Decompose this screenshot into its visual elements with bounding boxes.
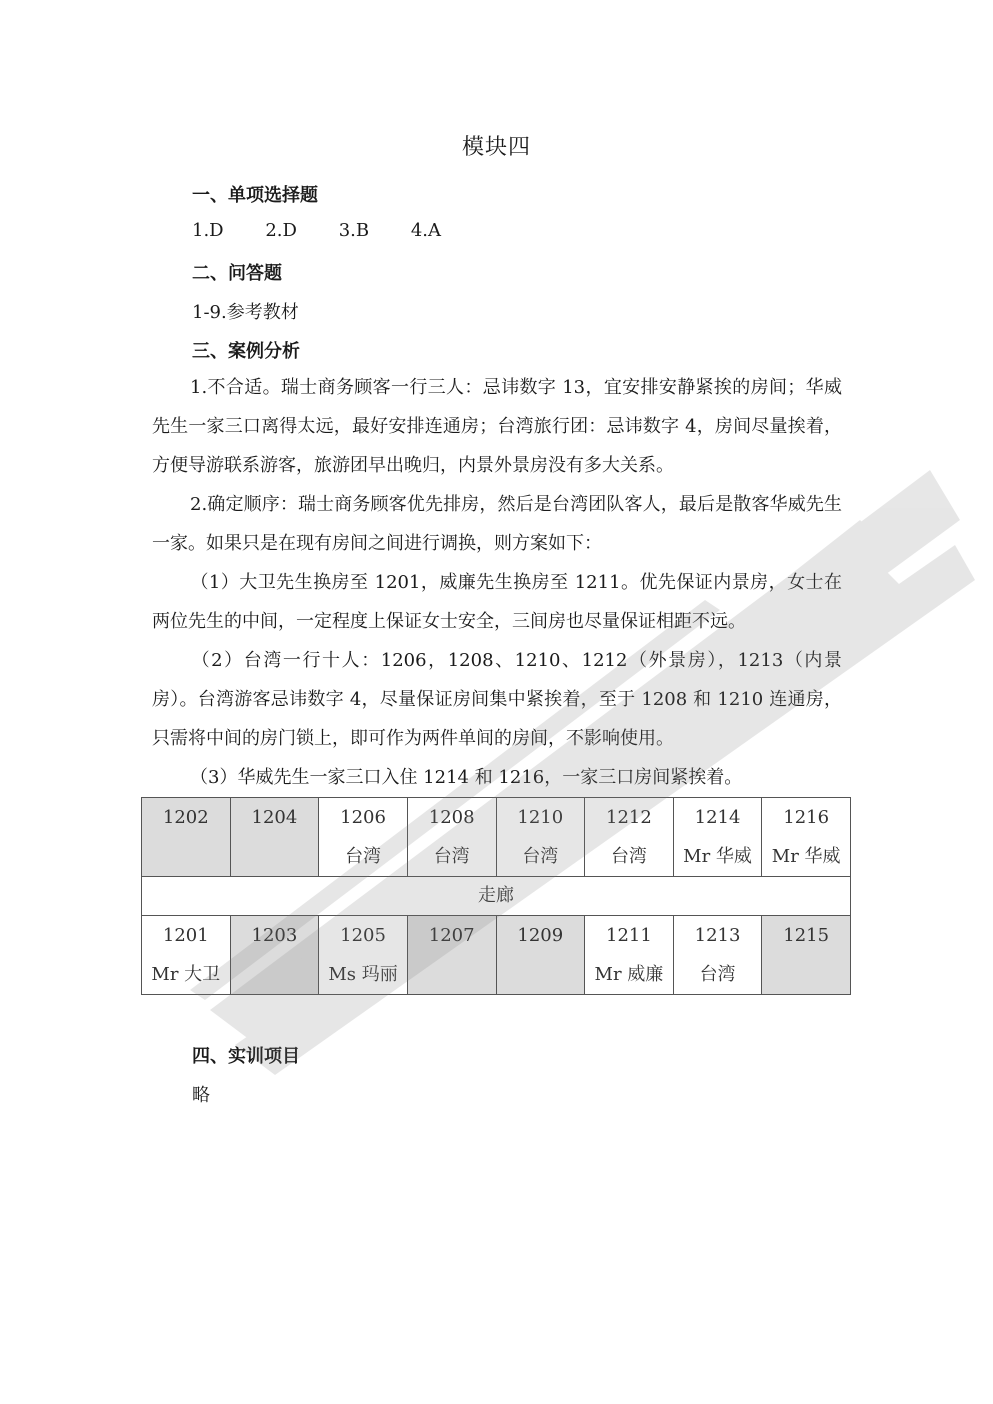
answer-2: 2.D — [265, 220, 297, 241]
answer-3: 3.B — [338, 220, 370, 241]
qa-answer: 1-9.参考教材 — [192, 302, 299, 323]
answer-1: 1.D — [192, 220, 224, 241]
room-number: 1203 — [251, 925, 298, 946]
case-paragraph-5-text: （3）华威先生一家三口入住 1214 和 1216，一家三口房间紧挨着。 — [190, 767, 743, 788]
room-cell-1202 — [142, 798, 231, 877]
room-layout-table — [141, 797, 851, 995]
room-number: 1202 — [162, 807, 209, 828]
corridor-cell: 走廊 — [142, 877, 851, 916]
room-guest: Mr 华威 — [683, 846, 752, 867]
corridor-row — [142, 877, 851, 916]
room-number: 1212 — [606, 807, 652, 828]
room-guest: Mr 威廉 — [594, 964, 664, 985]
room-guest: Mr 大卫 — [151, 964, 221, 985]
case-paragraph-5 — [152, 758, 842, 797]
training-text: 略 — [192, 1085, 210, 1106]
room-number: 1216 — [783, 807, 830, 828]
page-title: 模块四 — [461, 135, 531, 160]
case-paragraph-1-text: 1.不合适。瑞士商务顾客一行三人：忌讳数字 13，宜安排安静紧挨的房间；华威先生一家三口离得太远，最好安排连通房；台湾旅行团：忌讳数字 4，房间尽量挨着，方便导游联系游客，旅游团早出晚归，内景外景房没有多大关系。 — [152, 377, 842, 476]
room-number: 1214 — [694, 807, 741, 828]
room-number: 1206 — [340, 807, 386, 828]
room-cell-1201 — [142, 916, 231, 995]
section-heading-1: 一、单项选择题 — [192, 185, 318, 206]
room-cell-1204 — [230, 798, 319, 877]
room-number: 1207 — [428, 925, 475, 946]
room-cell-1215 — [762, 916, 851, 995]
room-number: 1213 — [694, 925, 741, 946]
room-number: 1215 — [783, 925, 830, 946]
room-cell-1207 — [407, 916, 496, 995]
case-paragraph-4 — [152, 641, 842, 758]
room-cell-1210 — [496, 798, 585, 877]
section-heading-2: 二、问答题 — [192, 263, 282, 284]
case-paragraph-1 — [152, 368, 842, 485]
room-cell-1211 — [585, 916, 674, 995]
room-number: 1205 — [340, 925, 386, 946]
room-number: 1209 — [517, 925, 564, 946]
room-guest: 台湾 — [522, 846, 559, 867]
room-number: 1201 — [162, 925, 209, 946]
section-heading-4: 四、实训项目 — [192, 1046, 300, 1067]
case-paragraph-3 — [152, 563, 842, 641]
room-guest: 台湾 — [433, 846, 470, 867]
room-row-bottom — [142, 916, 851, 995]
room-number: 1208 — [428, 807, 475, 828]
case-paragraph-2-text: 2.确定顺序：瑞士商务顾客优先排房，然后是台湾团队客人，最后是散客华威先生一家。如果只是在现有房间之间进行调换，则方案如下： — [152, 494, 842, 554]
room-number: 1204 — [251, 807, 298, 828]
room-cell-1205 — [319, 916, 408, 995]
case-paragraph-4-text: （2）台湾一行十人：1206，1208、1210、1212（外景房），1213（内景房）。台湾游客忌讳数字 4，尽量保证房间集中紧挨着，至于 1208 和 1210 连通房，只需将中间的房门锁上，即可作为两件单间的房间，不影响使用。 — [152, 650, 842, 749]
room-cell-1214 — [673, 798, 762, 877]
room-cell-1212 — [585, 798, 674, 877]
room-guest: Mr 华威 — [771, 846, 841, 867]
room-guest: 台湾 — [610, 846, 647, 867]
room-cell-1216 — [762, 798, 851, 877]
room-cell-1206 — [319, 798, 408, 877]
room-guest: Ms 玛丽 — [328, 964, 398, 985]
case-paragraph-2 — [152, 485, 842, 563]
room-cell-1213 — [673, 916, 762, 995]
case-paragraph-3-text: （1）大卫先生换房至 1201，威廉先生换房至 1211。优先保证内景房，女士在两位先生的中间，一定程度上保证女士安全，三间房也尽量保证相距不远。 — [152, 572, 842, 632]
room-cell-1208 — [407, 798, 496, 877]
room-cell-1203 — [230, 916, 319, 995]
room-cell-1209 — [496, 916, 585, 995]
room-number: 1211 — [606, 925, 652, 946]
room-guest: 台湾 — [345, 846, 382, 867]
room-number: 1210 — [517, 807, 564, 828]
answer-4: 4.A — [410, 220, 442, 241]
answer-list — [192, 220, 477, 241]
section-heading-3: 三、案例分析 — [192, 341, 300, 362]
room-guest: 台湾 — [699, 964, 736, 985]
room-row-top — [142, 798, 851, 877]
